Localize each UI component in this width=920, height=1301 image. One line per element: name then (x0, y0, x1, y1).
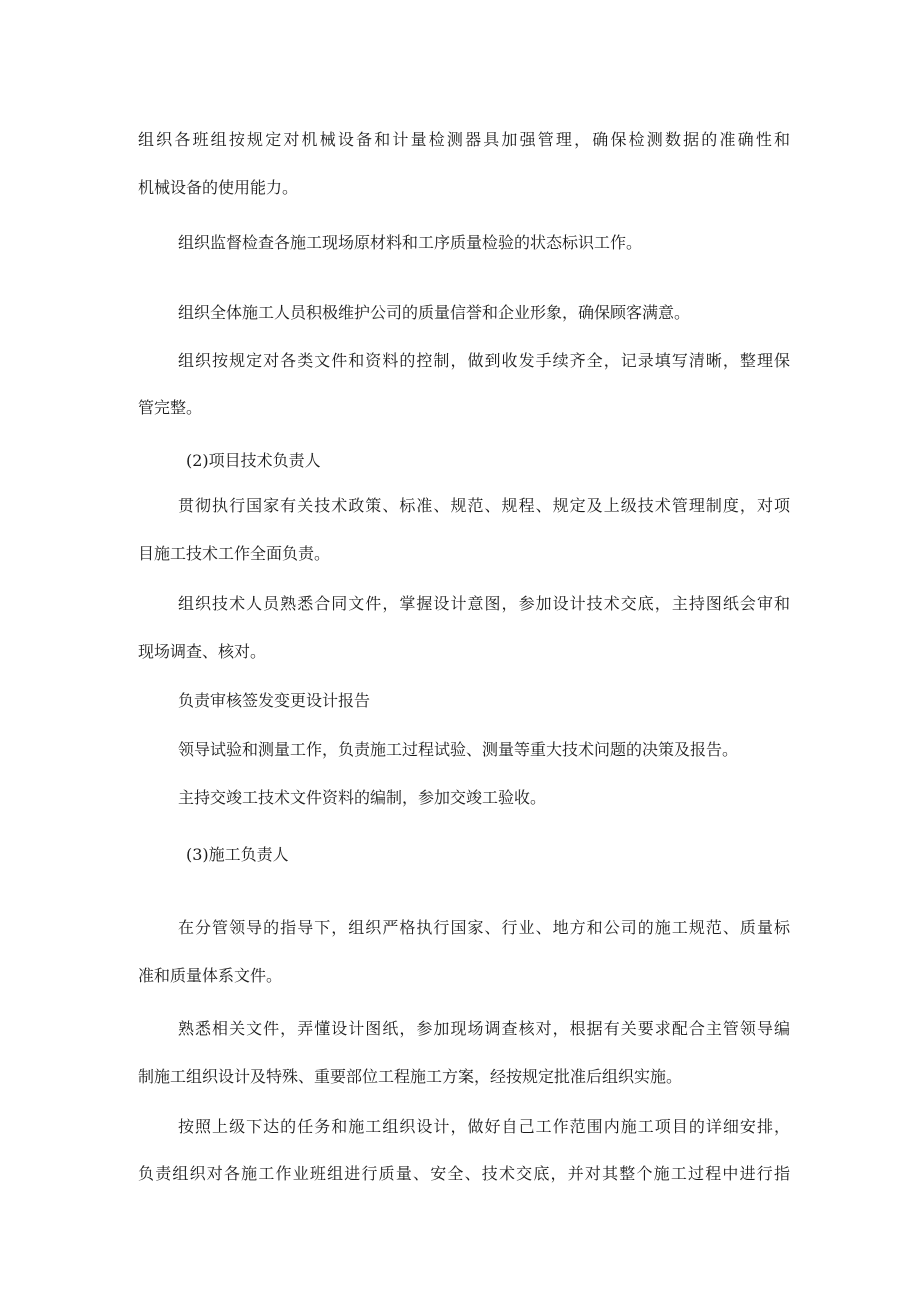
paragraph-line: 按照上级下达的任务和施工组织设计，做好自己工作范围内施工项目的详细安排， (178, 1117, 790, 1136)
paragraph-line: 熟悉相关文件，弄懂设计图纸，参加现场调查核对，根据有关要求配合主管领导编 (178, 1019, 790, 1038)
section-heading: (2)项目技术负责人 (186, 451, 321, 470)
paragraph-line: 组织技术人员熟悉合同文件，掌握设计意图，参加设计技术交底，主持图纸会审和 (178, 594, 790, 613)
paragraph-line: 组织全体施工人员积极维护公司的质量信誉和企业形象，确保顾客满意。 (178, 303, 691, 322)
paragraph-line: 在分管领导的指导下，组织严格执行国家、行业、地方和公司的施工规范、质量标 (178, 918, 790, 937)
paragraph-line: 组织监督检查各施工现场原材料和工序质量检验的状态标识工作。 (178, 233, 643, 252)
paragraph-line: 组织各班组按规定对机械设备和计量检测器具加强管理，确保检测数据的准确性和 (138, 130, 790, 149)
paragraph-line: 负责审核签发变更设计报告 (178, 691, 371, 710)
paragraph-line: 准和质量体系文件。 (138, 966, 283, 985)
paragraph-line: 机械设备的使用能力。 (138, 178, 299, 197)
paragraph-line: 现场调查、核对。 (138, 642, 267, 661)
paragraph-line: 组织按规定对各类文件和资料的控制，做到收发手续齐全，记录填写清晰，整理保 (178, 351, 790, 370)
paragraph-line: 负责组织对各施工作业班组进行质量、安全、技术交底，并对其整个施工过程中进行指 (138, 1164, 790, 1183)
paragraph-line: 贯彻执行国家有关技术政策、标准、规范、规程、规定及上级技术管理制度，对项 (178, 496, 790, 515)
paragraph-line: 主持交竣工技术文件资料的编制，参加交竣工验收。 (178, 788, 547, 807)
paragraph-line: 领导试验和测量工作，负责施工过程试验、测量等重大技术问题的决策及报告。 (178, 740, 739, 759)
section-heading: (3)施工负责人 (186, 845, 289, 864)
paragraph-line: 制施工组织设计及特殊、重要部位工程施工方案，经按规定批准后组织实施。 (138, 1067, 683, 1086)
paragraph-line: 管完整。 (138, 398, 203, 417)
paragraph-line: 目施工技术工作全面负责。 (138, 544, 331, 563)
